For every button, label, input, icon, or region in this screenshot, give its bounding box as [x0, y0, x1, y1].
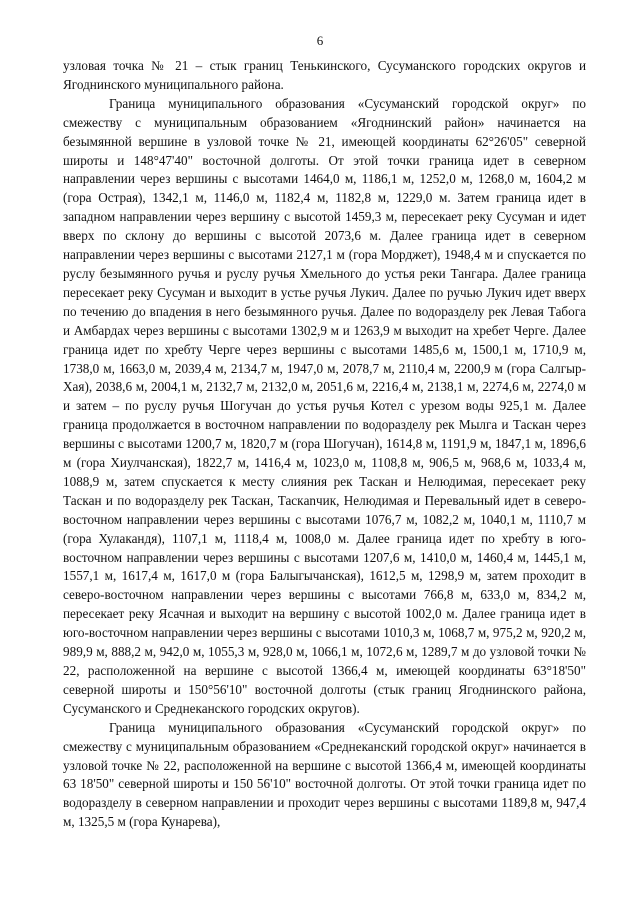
document-body [63, 57, 586, 832]
page-number: 6 [316, 33, 324, 48]
paragraph-yagodninsky-border: Граница муниципального образования «Сусуманский городской округ» по смежеству с муниципальным образованием «Ягоднинский район» начинается на безымянной вершине в узловой точке № 21, имеющей координаты 62°26'05" северной широты и 148°47'40" восточной долготы. От этой точки граница идет в северном направлении через вершины с высотами 1464,0 м, 1186,1 м, 1252,0 м, 1268,0 м, 1604,2 м (гора Острая), 1342,1 м, 1146,0 м, 1182,4 м, 1182,8 м, 1229,0 м. Затем граница идет в западном направлении через вершину с высотой 1459,3 м, пересекает реку Сусуман и идет вверх по склону до вершины с высотой 2073,6 м. Далее граница идет в северном направлении через вершины с высотами 2127,1 м (гора Морджет), 1948,4 м и спускается по руслу безымянного ручья и руслу ручья Хмельного до устья реки Тангара. Далее граница пересекает реку Сусуман и выходит в устье ручья Лукич. Далее по ручью Лукич идет вверх по течению до впадения в него безымянного ручья. Далее по водоразделу рек Левая Табога и Амбардах через вершины с высотами 1302,9 м и 1263,9 м выходит на хребет Черге. Далее граница идет по хребту Черге через вершины с высотами 1485,6 м, 1500,1 м, 1710,9 м, 1738,0 м, 1663,0 м, 2039,4 м, 2134,7 м, 1947,0 м, 2078,7 м, 2110,4 м, 2200,9 м (гора Салгыр-Хая), 2038,6 м, 2004,1 м, 2132,7 м, 2132,0 м, 2051,6 м, 2216,4 м, 2138,1 м, 2274,6 м, 2274,0 м и затем – по руслу ручья Шогучан до устья ручья Котел с урезом воды 925,1 м. Далее граница продолжается в восточном направлении по водоразделу рек Мылга и Таскан через вершины с высотами 1200,7 м, 1820,7 м (гора Шогучан), 1614,8 м, 1191,9 м, 1847,1 м, 1896,6 м (гора Хиулчанская), 1822,7 м, 1416,4 м, 1023,0 м, 1108,8 м, 906,5 м, 968,6 м, 1033,4 м, 1088,9 м, затем спускается к месту слияния рек Таскан и Нелюдимая, пересекает реку Таскан и по водоразделу рек Таскан, Таскanчик, Нелюдимая и Перевальный идет в северо-восточном направлении через вершины с высотами 1076,7 м, 1082,2 м, 1040,1 м, 1110,7 м (гора Хулакандя), 1107,1 м, 1118,4 м, 1008,0 м. Далее граница идет по хребту в юго-восточном направлении через вершины с высотами 1207,6 м, 1410,0 м, 1460,4 м, 1445,1 м, 1557,1 м, 1617,4 м, 1617,0 м (гора Балыгычанская), 1612,5 м, 1298,9 м, затем проходит в северо-восточном направлении через вершины с высотами 766,8 м, 633,0 м, 834,2 м, пересекает реку Ясачная и выходит на вершину с высотой 1002,0 м. Далее граница идет в юго-восточном направлении через вершины с высотами 1010,3 м, 1068,7 м, 975,2 м, 920,2 м, 989,9 м, 888,2 м, 942,0 м, 1055,3 м, 928,0 м, 1066,1 м, 1072,6 м, 1289,7 м до узловой точки № 22, расположенной на вершине с высотой 1366,4 м, имеющей координаты 63°18'50" северной широты и 150°56'10" восточной долготы (стык границ Ягоднинского района, Сусуманского и Среднеканского городских округов). [63, 95, 586, 716]
paragraph-continuation: узловая точка № 21 – стык границ Тенькинского, Сусуманского городских округов и Ягоднинского муниципального района. [63, 58, 586, 92]
paragraph-srednekansky-border: Граница муниципального образования «Сусуманский городской округ» по смежеству с муниципальным образованием «Среднеканский городской округ» начинается в узловой точке № 22, расположенной на вершине с высотой 1366,4 м, имеющей координаты 63 18'50" северной широты и 150 56'10" восточной долготы. От этой точки граница идет по водоразделу в северном направлении и проходит через вершины с высотами 1189,8 м, 947,4 м, 1325,5 м (гора Кунарева), [63, 719, 586, 830]
